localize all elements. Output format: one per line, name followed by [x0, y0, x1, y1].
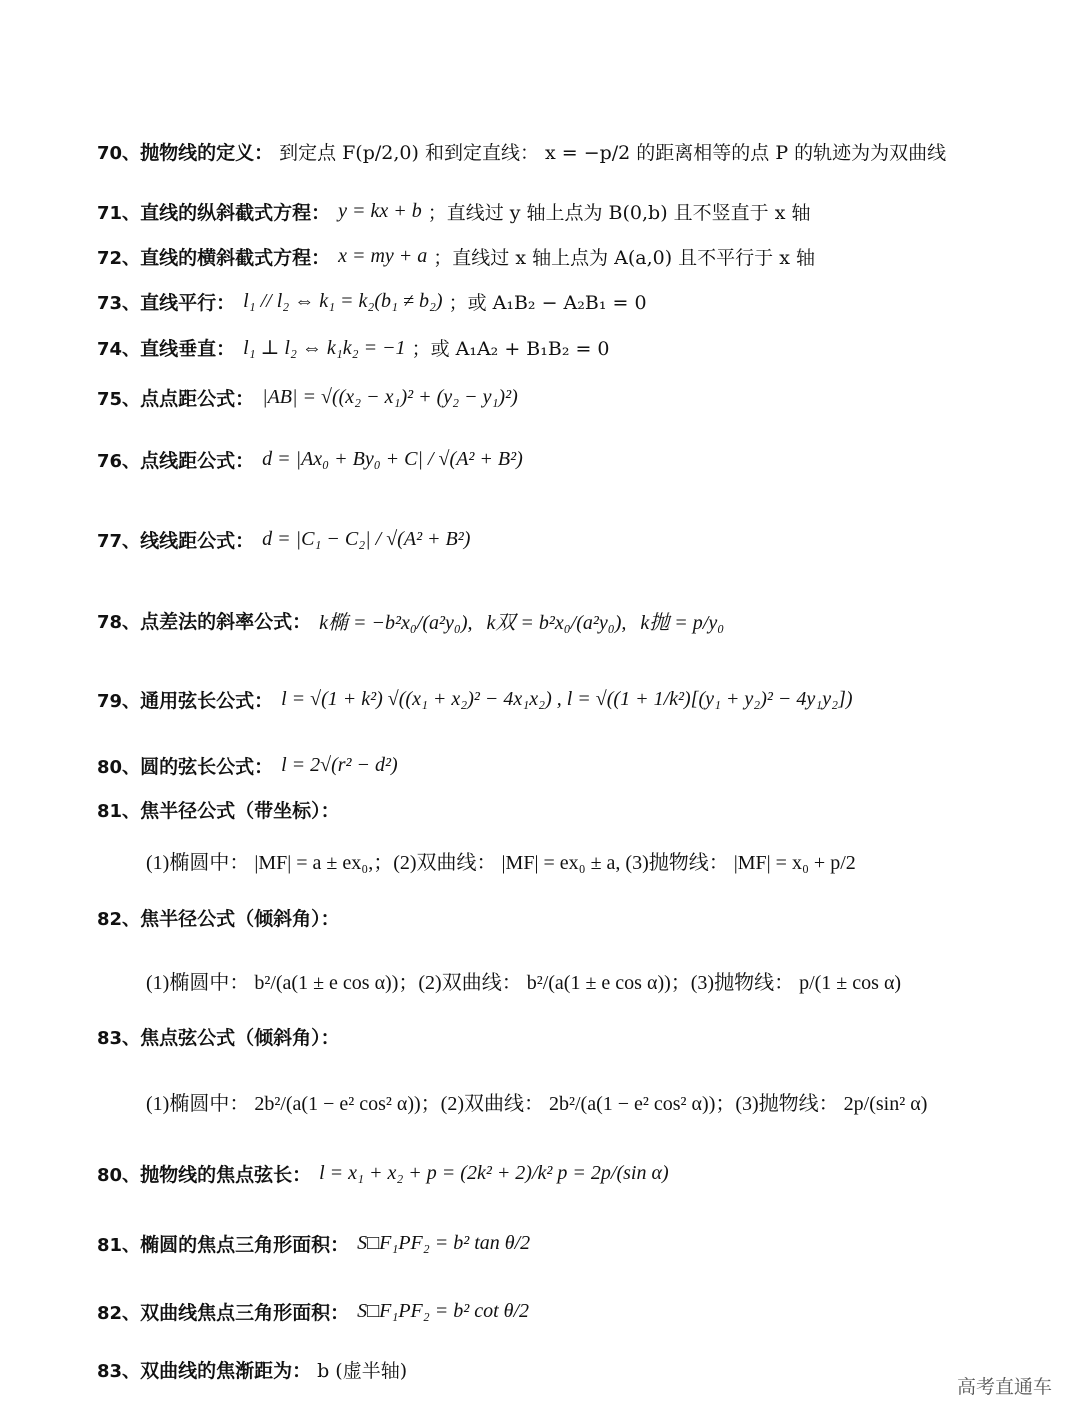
item-formula: S□F₁PF₂ = b² cot θ/2	[357, 1300, 530, 1322]
item-title: 双曲线焦点三角形面积：	[140, 1302, 350, 1324]
item-71	[97, 198, 1060, 225]
item-formula: l = x₁ + x₂ + p = (2k² + 2)/k² p = 2p/(sin α)	[319, 1162, 669, 1184]
item-82b	[97, 1298, 1060, 1325]
item-text: ；直线过 y 轴上点为 B(0,b) 且不竖直于 x 轴	[427, 202, 811, 224]
item-formula: l = √(1 + k²) √((x₁ + x₂)² − 4x₁x₂) , l = √((1 + 1/k²)[(y₁ + y₂)² − 4y₁y₂])	[281, 688, 853, 710]
item-formula: l = 2√(r² − d²)	[281, 754, 398, 776]
item-text: ；直线过 x 轴上点为 A(a,0) 且不平行于 x 轴	[433, 247, 815, 269]
item-74	[97, 334, 1060, 361]
item-title: 点点距公式：	[140, 388, 255, 410]
item-83-header	[97, 1023, 1060, 1050]
item-76	[97, 446, 1060, 473]
item-72	[97, 243, 1060, 270]
item-number: 80、	[97, 756, 141, 778]
item-83-content	[146, 1087, 1060, 1116]
item-formula: x = my + a	[338, 245, 428, 267]
item-number: 78、	[97, 611, 141, 633]
item-title: 直线的横斜截式方程：	[140, 247, 331, 269]
item-formula: (1)椭圆中： b²/(a(1 ± e cos α))；(2)双曲线： b²/(a(1 ± e cos α))；(3)抛物线： p/(1 ± cos α)	[146, 972, 902, 994]
item-title: 线线距公式：	[140, 530, 255, 552]
item-80b	[97, 1160, 1060, 1187]
item-title: 点线距公式：	[140, 450, 255, 472]
item-number: 81、	[97, 800, 141, 822]
item-formula: k双 = b²x₀/(a²y₀),	[486, 612, 627, 634]
item-81-header	[97, 796, 1060, 823]
item-formula: l₁ // l₂ ⇔ k₁ = k₂(b₁ ≠ b₂)	[243, 290, 443, 312]
item-83b	[97, 1356, 1060, 1383]
item-number: 83、	[97, 1027, 141, 1049]
item-title: 焦点弦公式（倾斜角）：	[140, 1027, 340, 1049]
watermark: 高考直通车	[956, 1376, 1052, 1398]
item-75	[97, 384, 1060, 411]
item-text: 到定点 F(p/2,0) 和到定直线： x = −p/2 的距离相等的点 P 的轨迹为为双曲线	[279, 142, 947, 164]
item-number: 73、	[97, 292, 141, 314]
item-number: 76、	[97, 450, 141, 472]
item-title: 点差法的斜率公式：	[140, 611, 312, 633]
item-number: 74、	[97, 338, 141, 360]
item-80	[97, 752, 1060, 779]
item-number: 71、	[97, 202, 141, 224]
item-title: 通用弦长公式：	[140, 690, 274, 712]
item-79	[97, 686, 1060, 713]
item-formula: |AB| = √((x₂ − x₁)² + (y₂ − y₁)²)	[262, 386, 518, 408]
item-number: 81、	[97, 1234, 141, 1256]
item-title: 抛物线的定义：	[140, 142, 274, 164]
item-number: 79、	[97, 690, 141, 712]
item-formula: d = |C₁ − C₂| / √(A² + B²)	[262, 528, 471, 550]
item-formula: l₁ ⊥ l₂ ⇔ k₁k₂ = −1	[243, 337, 406, 359]
item-78	[97, 606, 1060, 635]
item-formula: d = |Ax₀ + By₀ + C| / √(A² + B²)	[262, 448, 523, 470]
item-number: 77、	[97, 530, 141, 552]
item-formula: k椭 = −b²x₀/(a²y₀),	[319, 612, 473, 634]
item-formula: S□F₁PF₂ = b² tan θ/2	[357, 1232, 531, 1254]
item-82-content	[146, 966, 1060, 995]
item-title: 直线的纵斜截式方程：	[140, 202, 331, 224]
item-text: b (虚半轴)	[317, 1360, 408, 1382]
item-formula: y = kx + b	[338, 200, 422, 222]
item-formula: (1)椭圆中： |MF| = a ± ex₀,；(2)双曲线： |MF| = ex₀ ± a, (3)抛物线： |MF| = x₀ + p/2	[146, 852, 856, 874]
item-formula: k抛 = p/y₀	[640, 612, 725, 634]
item-text: ；或 A₁B₂ − A₂B₁ = 0	[448, 292, 647, 314]
item-number: 80、	[97, 1164, 141, 1186]
item-82-header	[97, 904, 1060, 931]
item-number: 70、	[97, 142, 141, 164]
item-70	[97, 138, 1060, 165]
item-77	[97, 526, 1060, 553]
item-title: 直线平行：	[140, 292, 236, 314]
item-title: 圆的弦长公式：	[140, 756, 274, 778]
item-73	[97, 288, 1060, 315]
item-number: 75、	[97, 388, 141, 410]
item-number: 82、	[97, 1302, 141, 1324]
item-81b	[97, 1230, 1060, 1257]
item-text: ；或 A₁A₂ + B₁B₂ = 0	[411, 338, 610, 360]
item-title: 焦半径公式（倾斜角）：	[140, 908, 340, 930]
item-formula: (1)椭圆中： 2b²/(a(1 − e² cos² α))；(2)双曲线： 2b²/(a(1 − e² cos² α))；(3)抛物线： 2p/(sin² α)	[146, 1093, 928, 1115]
item-number: 83、	[97, 1360, 141, 1382]
item-number: 72、	[97, 247, 141, 269]
item-title: 抛物线的焦点弦长：	[140, 1164, 312, 1186]
item-title: 直线垂直：	[140, 338, 236, 360]
item-title: 椭圆的焦点三角形面积：	[140, 1234, 350, 1256]
item-title: 双曲线的焦渐距为：	[140, 1360, 312, 1382]
item-number: 82、	[97, 908, 141, 930]
item-81-content	[146, 846, 1060, 875]
item-title: 焦半径公式（带坐标）：	[140, 800, 340, 822]
